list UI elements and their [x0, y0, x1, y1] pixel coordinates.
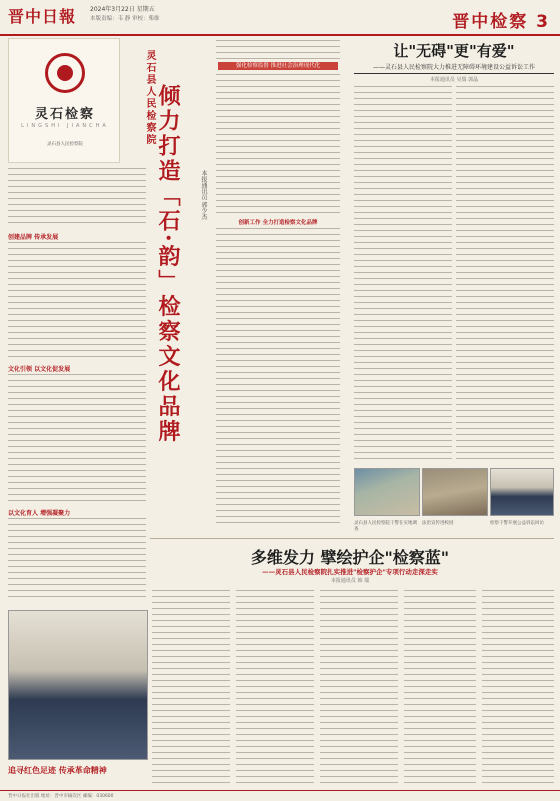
left-subhead-2: 文化引领 以文化促发展: [8, 366, 71, 373]
section-title: 晋中检察 3: [452, 12, 550, 32]
mid-text-0: [216, 40, 340, 60]
photo-caption-2: 法治宣传进校园: [422, 521, 454, 526]
left-subhead-3: 以文化育人 增强凝聚力: [8, 510, 71, 517]
left-text-3: [8, 374, 146, 504]
left-bottom-title: 追寻红色足迹 传承革命精神: [8, 766, 107, 775]
bottom-text-2: [236, 590, 314, 786]
news-photo-2: [422, 468, 488, 516]
right-article-byline: 本报通讯员 吴瑞 郭晶: [429, 77, 479, 83]
bottom-text-5: [482, 590, 554, 786]
mid-text-1: [216, 74, 340, 214]
photo-caption-1: 灵石县人民检察院干警在实地调查: [354, 521, 417, 532]
emblem-title: 灵石检察: [34, 107, 95, 122]
bottom-text-3: [320, 590, 398, 786]
emblem-motto: 灵石县人民检察院: [47, 142, 83, 147]
left-text-4: [8, 518, 146, 598]
left-subhead-1: 创建品牌 传承发展: [8, 234, 59, 241]
feature-byline: 本报通讯员 郭少杰: [200, 170, 207, 220]
masthead: [0, 0, 560, 36]
bottom-text-1: [152, 590, 230, 786]
mid-text-2: [216, 228, 340, 528]
bottom-text-4: [404, 590, 476, 786]
emblem-box: [8, 38, 120, 163]
issue-date: 2024年3月22日 星期五: [90, 6, 155, 13]
bottom-article-byline: 本报通讯员 韩 瑞: [330, 578, 370, 584]
right-text-3: [354, 290, 452, 460]
emblem-subtitle: LINGSHI JIANCHA: [21, 123, 109, 129]
procuratorate-emblem-icon: [45, 53, 85, 93]
mid-heading-1: 强化检察监督 推进社会治理现代化: [235, 63, 321, 69]
news-photo-1: [354, 468, 420, 516]
editors-line: 本版责编：韦 静 审校：柴维: [90, 16, 160, 22]
right-text-4: [456, 290, 554, 460]
mid-heading-2: 创新工作 全力打造检察文化品牌: [238, 220, 318, 226]
bottom-article-subtitle: ——灵石县人民检察院扎实推进"检察护企"专项行动走深走实: [262, 568, 438, 576]
right-article-title: 让"无碍"更"有爱": [393, 42, 515, 60]
feature-subtitle: 灵石县人民检察院: [144, 50, 155, 146]
divider: [150, 538, 554, 539]
page-footer: 晋中日报社出版 地址：晋中市榆次区 邮编：030600: [0, 790, 560, 801]
left-text-1: [8, 168, 146, 228]
feature-title: 倾力打造「石·韵」检察文化品牌: [155, 84, 181, 445]
bottom-article-title: 多维发力 擘绘护企"检察蓝": [250, 548, 450, 567]
right-text-1: [354, 86, 452, 286]
left-bottom-photo: [8, 610, 148, 760]
newspaper-logo: 晋中日報: [8, 7, 77, 26]
left-text-2: [8, 242, 146, 360]
news-photo-3: [490, 468, 554, 516]
right-article-subtitle: ——灵石县人民检察院大力推进无障碍环境建设公益诉讼工作: [354, 62, 554, 74]
photo-caption-3: 检察干警开展公益诉讼回访: [490, 521, 544, 526]
right-text-2: [456, 86, 554, 286]
